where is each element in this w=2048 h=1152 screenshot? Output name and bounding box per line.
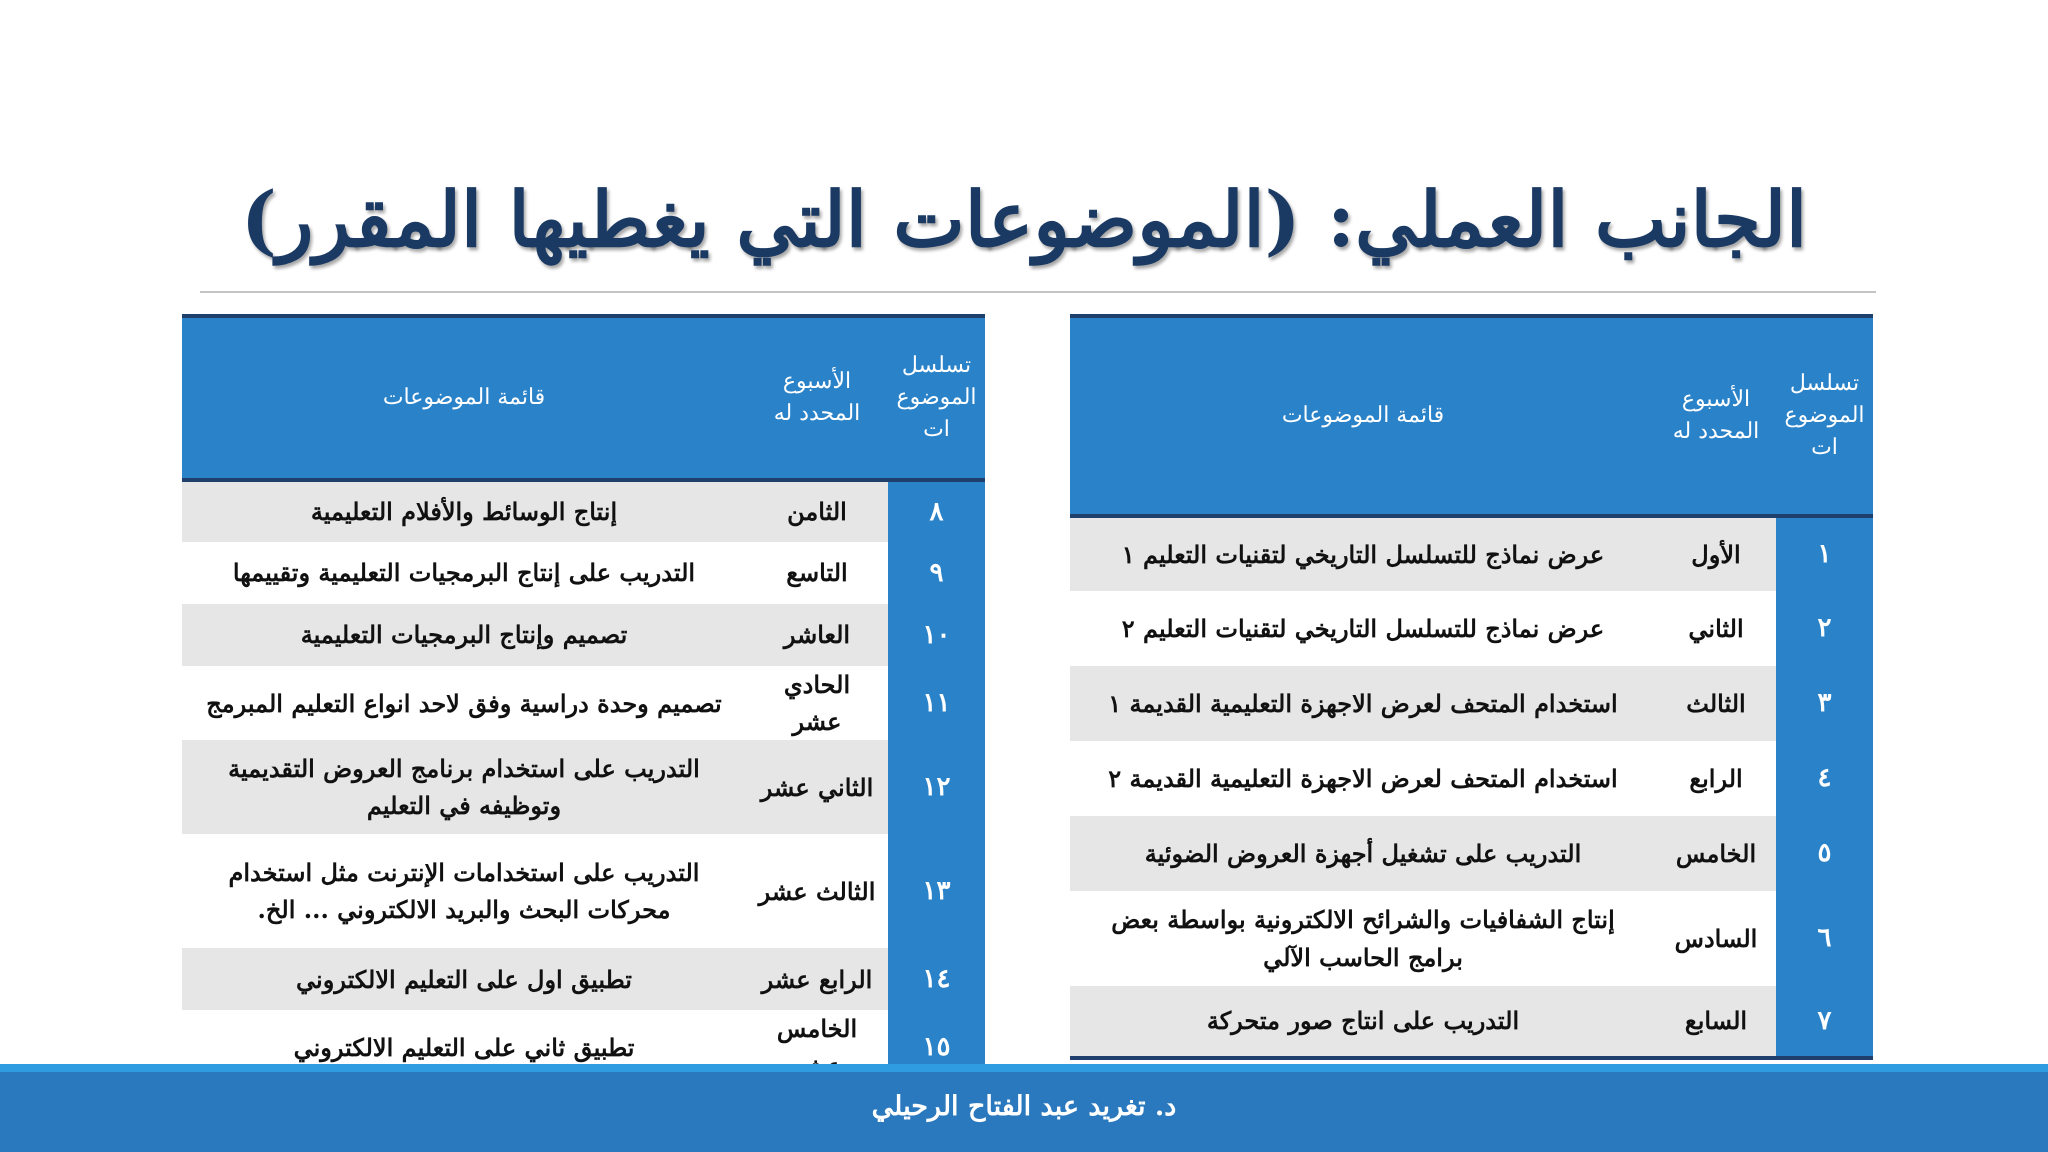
row-sequence: ١٥	[888, 1010, 985, 1086]
row-week: الرابع	[1656, 741, 1776, 816]
row-sequence: ٣	[1776, 666, 1873, 741]
header-topics: قائمة الموضوعات	[1070, 316, 1656, 516]
row-week: الثالث عشر	[746, 834, 888, 948]
row-topic: عرض نماذج للتسلسل التاريخي لتقنيات التعليم ٢	[1070, 591, 1656, 666]
header-week: الأسبوع المحدد له	[746, 316, 888, 480]
topics-table-first-half	[1070, 314, 1873, 1060]
row-week: الثالث	[1656, 666, 1776, 741]
row-topic: التدريب على استخدام برنامج العروض التقديمية وتوظيفه في التعليم	[182, 740, 746, 834]
row-topic: استخدام المتحف لعرض الاجهزة التعليمية القديمة ٢	[1070, 741, 1656, 816]
row-sequence: ١٤	[888, 948, 985, 1010]
header-sequence: تسلسل الموضوع ات	[888, 316, 985, 480]
row-topic: استخدام المتحف لعرض الاجهزة التعليمية القديمة ١	[1070, 666, 1656, 741]
table-row	[182, 740, 985, 834]
row-sequence: ٨	[888, 480, 985, 542]
header-topics: قائمة الموضوعات	[182, 316, 746, 480]
table-row	[1070, 816, 1873, 891]
row-sequence: ٩	[888, 542, 985, 604]
row-sequence: ١٢	[888, 740, 985, 834]
row-topic: عرض نماذج للتسلسل التاريخي لتقنيات التعليم ١	[1070, 516, 1656, 591]
row-week: الخامس	[746, 1010, 888, 1086]
row-sequence: ٤	[1776, 741, 1873, 816]
table-row	[1070, 591, 1873, 666]
row-sequence: ١٠	[888, 604, 985, 666]
row-week: الثاني	[1656, 591, 1776, 666]
row-sequence: ٧	[1776, 986, 1873, 1058]
row-sequence: ٥	[1776, 816, 1873, 891]
footer-author: د. تغريد عبد الفتاح الرحيلي	[0, 1072, 2048, 1152]
row-week: السابع	[1656, 986, 1776, 1058]
table-row	[1070, 741, 1873, 816]
row-week: الأول	[1656, 516, 1776, 591]
row-topic: التدريب على إنتاج البرمجيات التعليمية وتقييمها	[182, 542, 746, 604]
row-topic: تصميم وإنتاج البرمجيات التعليمية	[182, 604, 746, 666]
table-row	[182, 666, 985, 740]
row-topic: التدريب على استخدامات الإنترنت مثل استخدام محركات البحث والبريد الالكتروني ... الخ.	[182, 834, 746, 948]
row-week: السادس	[1656, 891, 1776, 986]
slide-title: الجانب العملي: (الموضوعات التي يغطيها المقرر)	[240, 175, 1808, 264]
footer-accent-line	[0, 1064, 2048, 1072]
table-row	[182, 604, 985, 666]
table-row	[1070, 666, 1873, 741]
row-topic: تصميم وحدة دراسية وفق لاحد انواع التعليم المبرمج	[182, 666, 746, 740]
header-sequence: تسلسل الموضوع ات	[1776, 316, 1873, 516]
row-topic: إنتاج الشفافيات والشرائح الالكترونية بواسطة بعض برامج الحاسب الآلي	[1070, 891, 1656, 986]
row-topic: تطبيق اول على التعليم الالكتروني	[182, 948, 746, 1010]
row-week: الثاني عشر	[746, 740, 888, 834]
row-week: العاشر	[746, 604, 888, 666]
table-row	[1070, 986, 1873, 1058]
table-row	[1070, 516, 1873, 591]
table-row	[1070, 891, 1873, 986]
row-sequence: ١	[1776, 516, 1873, 591]
table-row	[182, 542, 985, 604]
row-sequence: ٢	[1776, 591, 1873, 666]
row-week: الخامس	[1656, 816, 1776, 891]
row-week: الحادي عشر	[746, 666, 888, 740]
row-sequence: ١١	[888, 666, 985, 740]
row-sequence: ٦	[1776, 891, 1873, 986]
row-week: التاسع	[746, 542, 888, 604]
row-week: الرابع عشر	[746, 948, 888, 1010]
row-week: الثامن	[746, 480, 888, 542]
row-topic: التدريب على انتاج صور متحركة	[1070, 986, 1656, 1058]
title-divider	[200, 291, 1876, 293]
header-week: الأسبوع المحدد له	[1656, 316, 1776, 516]
row-sequence: ١٣	[888, 834, 985, 948]
table-row	[182, 834, 985, 948]
row-topic: تطبيق ثاني على التعليم الالكتروني	[182, 1010, 746, 1086]
table-row	[182, 948, 985, 1010]
table-row	[182, 480, 985, 542]
topics-table-second-half	[182, 314, 985, 1089]
row-topic: التدريب على تشغيل أجهزة العروض الضوئية	[1070, 816, 1656, 891]
row-topic: إنتاج الوسائط والأفلام التعليمية	[182, 480, 746, 542]
